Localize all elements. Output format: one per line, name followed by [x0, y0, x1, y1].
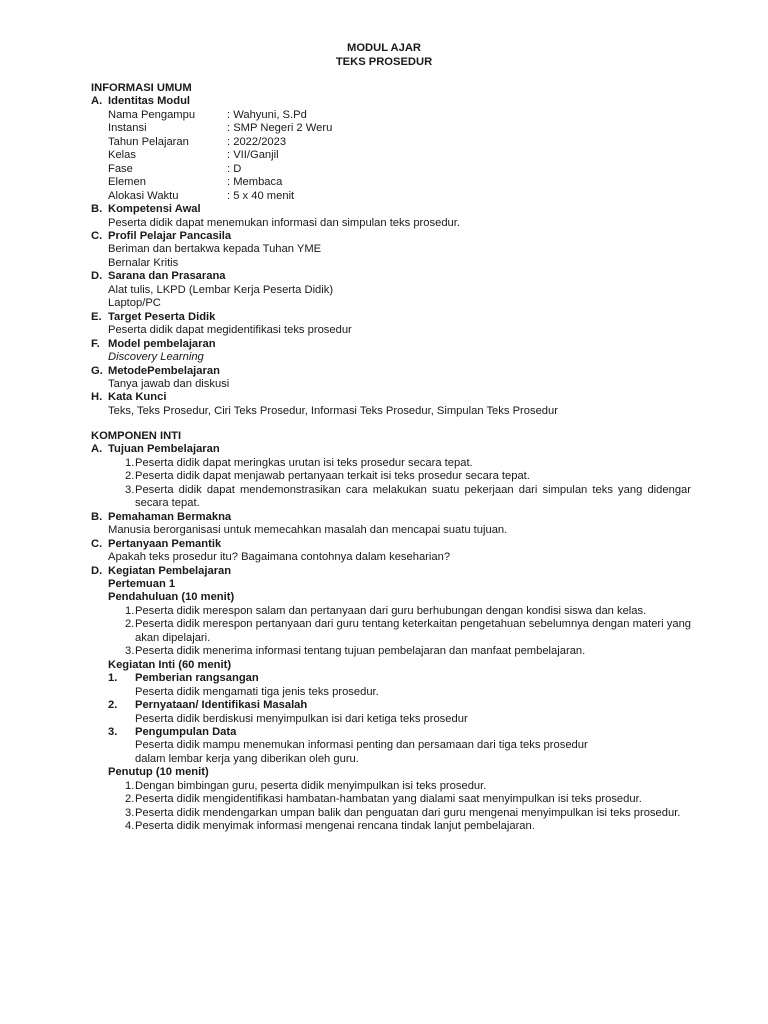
identity-value: : VII/Ganjil [227, 149, 279, 162]
body-text: Teks, Teks Prosedur, Ciri Teks Prosedur, Informasi Teks Prosedur, Simpulan Teks Prosedur [108, 404, 558, 417]
subsection-heading [91, 270, 691, 283]
doc-title-line2: TEKS PROSEDUR [335, 55, 433, 68]
subsection-letter: D. [91, 270, 103, 283]
list-text: Peserta didik menerima informasi tentang tujuan pembelajaran dan manfaat pembelajaran. [135, 645, 586, 658]
list-number: 2. [125, 793, 135, 806]
subsection-heading [91, 230, 691, 243]
list-title: Pemberian rangsangan [135, 672, 259, 685]
identity-label: Nama Pengampu [108, 108, 196, 121]
subsection-title: Pertanyaan Pemantik [108, 537, 222, 550]
subsection-letter: A. [91, 443, 103, 456]
list-text: Peserta didik dapat mendemonstrasikan cara melakukan suatu pekerjaan dari simpulan teks yang didengar secara tepat. [135, 483, 691, 510]
subsection-title: Identitas Modul [108, 95, 191, 108]
identity-label: Fase [108, 162, 133, 175]
list-text: Peserta didik mampu menemukan informasi penting dan persamaan dari tiga teks prosedur [135, 739, 588, 752]
subsection-letter: G. [91, 364, 103, 377]
body-text: Apakah teks prosedur itu? Bagaimana contohnya dalam keseharian? [108, 551, 451, 564]
subsection-letter: E. [91, 310, 102, 323]
body-text: Peserta didik dapat megidentifikasi teks prosedur [108, 324, 352, 337]
subsection-letter: C. [91, 537, 103, 550]
list-item [91, 470, 691, 483]
identity-value: : D [227, 162, 242, 175]
subsection-letter: D. [91, 564, 103, 577]
list-text: Peserta didik mendengarkan umpan balik dan penguatan dari guru mengenai menyimpulkan isi teks prosedur. [135, 806, 681, 819]
subsection-title: Pemahaman Bermakna [108, 510, 232, 523]
subsection-title: Profil Pelajar Pancasila [108, 229, 232, 242]
subsection-letter: A. [91, 95, 103, 108]
subsection-letter: B. [91, 510, 103, 523]
list-item [91, 645, 691, 658]
list-number: 1. [125, 779, 135, 792]
section-heading: KOMPONEN INTI [91, 430, 182, 442]
subsection-title: Kompetensi Awal [108, 203, 201, 216]
identity-value: : Wahyuni, S.Pd [227, 108, 307, 121]
identity-value: : SMP Negeri 2 Weru [227, 122, 333, 135]
komponen-inti-section [91, 430, 691, 834]
identity-row [91, 163, 691, 176]
list-number: 4. [125, 820, 135, 833]
section-heading: INFORMASI UMUM [91, 82, 192, 94]
body-text: Alat tulis, LKPD (Lembar Kerja Peserta Didik) [108, 283, 334, 296]
list-item [91, 618, 691, 645]
subsection-title: Kata Kunci [108, 391, 167, 404]
list-number: 3. [108, 725, 118, 738]
list-item [91, 699, 691, 712]
body-text: Discovery Learning [108, 351, 204, 364]
list-item [91, 457, 691, 470]
subsection-heading [91, 538, 691, 551]
subsection-heading [91, 95, 691, 108]
subsection-letter: B. [91, 203, 103, 216]
list-title: Pernyataan/ Identifikasi Masalah [135, 699, 308, 712]
subsection-letter: F. [91, 337, 100, 350]
list-text: dalam lembar kerja yang diberikan oleh guru. [135, 752, 359, 765]
body-text: Bernalar Kritis [108, 256, 179, 269]
identity-value: : 5 x 40 menit [227, 189, 295, 202]
list-item [91, 605, 691, 618]
list-text: Dengan bimbingan guru, peserta didik menyimpulkan isi teks prosedur. [135, 779, 487, 792]
subsection-title: MetodePembelajaran [108, 364, 220, 377]
identity-label: Alokasi Waktu [108, 189, 179, 202]
identity-row [91, 122, 691, 135]
subsection-title: Tujuan Pembelajaran [108, 443, 220, 456]
list-item [91, 793, 691, 806]
informasi-umum-section [91, 82, 691, 418]
meeting-title: Pertemuan 1 [108, 577, 176, 590]
list-number: 3. [125, 806, 135, 819]
list-text: Peserta didik dapat menjawab pertanyaan terkait isi teks prosedur secara tepat. [135, 470, 530, 483]
identity-value: : 2022/2023 [227, 135, 287, 148]
subsection-heading [91, 311, 691, 324]
list-item [91, 820, 691, 833]
identity-row [91, 149, 691, 162]
body-text: Peserta didik dapat menemukan informasi dan simpulan teks prosedur. [108, 216, 460, 229]
body-text: Laptop/PC [108, 297, 161, 310]
list-number: 1. [108, 672, 118, 685]
phase-title: Kegiatan Inti (60 menit) [108, 658, 232, 671]
subsection-heading [91, 338, 691, 351]
subsection-heading [91, 565, 691, 578]
subsection-title: Kegiatan Pembelajaran [108, 564, 232, 577]
list-number: 1. [125, 456, 135, 469]
subsection-title: Sarana dan Prasarana [108, 270, 226, 283]
list-number: 2. [108, 699, 118, 712]
list-item [91, 484, 691, 511]
identity-row [91, 176, 691, 189]
phase-title: Penutup (10 menit) [108, 766, 209, 779]
list-text: Peserta didik mengamati tiga jenis teks prosedur. [135, 685, 379, 698]
list-number: 2. [125, 470, 135, 483]
subsection-title: Model pembelajaran [108, 337, 216, 350]
body-text: Beriman dan bertakwa kepada Tuhan YME [108, 243, 322, 256]
subsection-heading [91, 365, 691, 378]
subsection-heading [91, 443, 691, 456]
list-number: 3. [125, 483, 135, 496]
phase-title: Pendahuluan (10 menit) [108, 591, 235, 604]
subsection-letter: C. [91, 229, 103, 242]
list-text: Peserta didik menyimak informasi mengenai rencana tindak lanjut pembelajaran. [135, 820, 535, 833]
list-item [91, 726, 691, 739]
list-text: Peserta didik berdiskusi menyimpulkan isi dari ketiga teks prosedur [135, 712, 468, 725]
identity-label: Tahun Pelajaran [108, 135, 189, 148]
list-text: Peserta didik dapat meringkas urutan isi teks prosedur secara tepat. [135, 456, 473, 469]
identity-row [91, 109, 691, 122]
doc-title-line1: MODUL AJAR [347, 42, 421, 54]
identity-value: : Membaca [227, 176, 283, 189]
list-number: 3. [125, 645, 135, 658]
list-text: Peserta didik mengidentifikasi hambatan-hambatan yang dialami saat menyimpulkan isi teks prosedur. [135, 793, 642, 806]
identity-row [91, 136, 691, 149]
identity-row [91, 190, 691, 203]
identity-label: Instansi [108, 122, 147, 135]
subsection-heading [91, 391, 691, 404]
subsection-heading [91, 203, 691, 216]
list-item [91, 780, 691, 793]
identity-label: Elemen [108, 176, 146, 189]
list-text: Peserta didik merespon pertanyaan dari guru tentang keterkaitan pengetahuan sebelumnya dengan materi yang akan dipelajari. [135, 618, 692, 644]
subsection-heading [91, 511, 691, 524]
subsection-letter: H. [91, 391, 103, 404]
body-text: Manusia berorganisasi untuk memecahkan masalah dan mencapai suatu tujuan. [108, 524, 508, 537]
list-item [91, 672, 691, 685]
identity-label: Kelas [108, 149, 136, 162]
list-item [91, 807, 691, 820]
body-text: Tanya jawab dan diskusi [108, 377, 230, 390]
list-text: Peserta didik merespon salam dan pertanyaan dari guru berhubungan dengan kondisi siswa dan kelas. [135, 604, 647, 617]
list-number: 2. [125, 618, 135, 631]
subsection-title: Target Peserta Didik [108, 310, 216, 323]
list-number: 1. [125, 604, 135, 617]
list-title: Pengumpulan Data [135, 725, 237, 738]
